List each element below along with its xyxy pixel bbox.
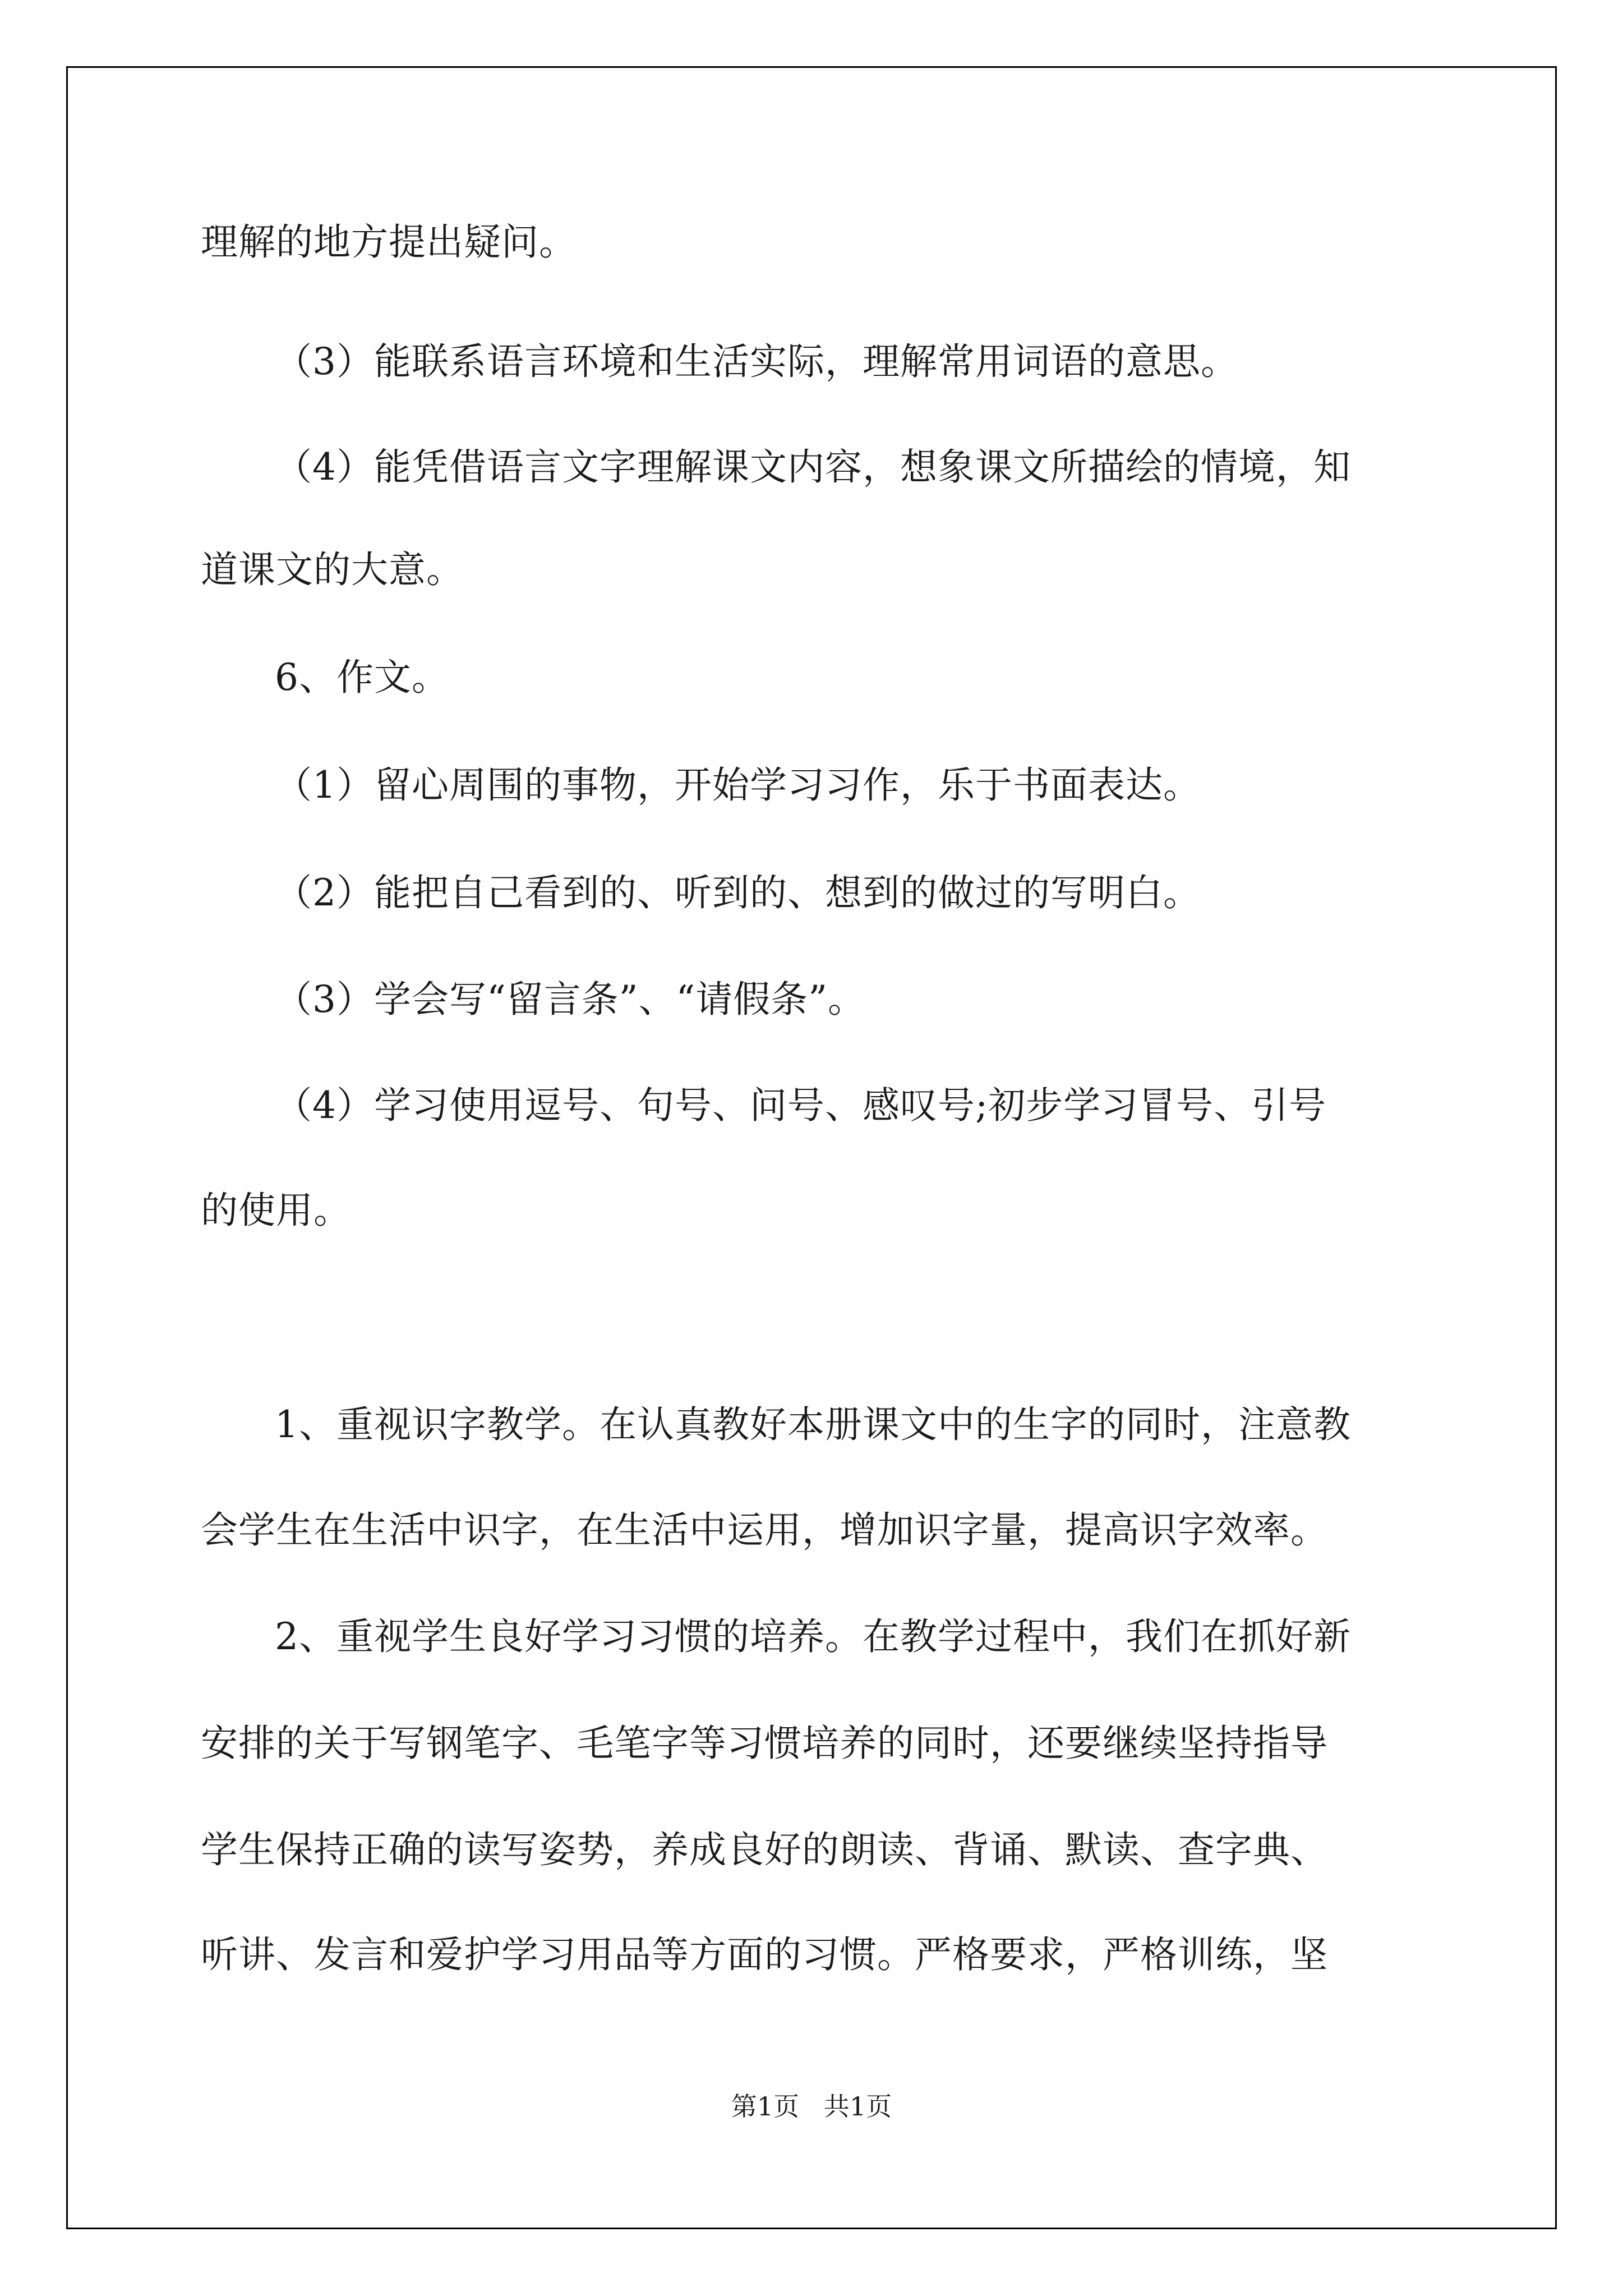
text-line-8: （3）学会写“留言条”、“请假条”。 [275, 978, 865, 1021]
page-border [66, 66, 1557, 2229]
text-line-6: （1）留心周围的事物，开始学习习作，乐于书面表达。 [275, 763, 1201, 807]
text-line-5: 6、作文。 [275, 656, 449, 699]
text-line-2: （3）能联系语言环境和生活实际，理解常用词语的意思。 [275, 340, 1238, 383]
text-line-14: 安排的关于写钢笔字、毛笔字等习惯培养的同时，还要继续坚持指导 [201, 1722, 1328, 1765]
text-line-16: 听讲、发言和爱护学习用品等方面的习惯。严格要求，严格训练，坚 [201, 1933, 1328, 1976]
text-line-4: 道课文的大意。 [201, 548, 464, 591]
text-line-13: 2、重视学生良好学习习惯的培养。在教学过程中，我们在抓好新 [275, 1615, 1351, 1658]
text-line-12: 会学生在生活中识字，在生活中运用，增加识字量，提高识字效率。 [201, 1508, 1328, 1552]
text-line-9: （4）学习使用逗号、句号、问号、感叹号;初步学习冒号、引号 [275, 1084, 1327, 1127]
text-line-7: （2）能把自己看到的、听到的、想到的做过的写明白。 [275, 871, 1201, 914]
text-line-10: 的使用。 [201, 1189, 351, 1232]
text-line-3: （4）能凭借语言文字理解课文内容，想象课文所描绘的情境，知 [275, 445, 1351, 489]
text-line-11: 1、重视识字教学。在认真教好本册课文中的生字的同时，注意教 [275, 1403, 1351, 1446]
text-line-1: 理解的地方提出疑问。 [201, 220, 577, 264]
page-footer: 第1页 共1页 [731, 2091, 892, 2122]
text-line-15: 学生保持正确的读写姿势，养成良好的朗读、背诵、默读、查字典、 [201, 1828, 1328, 1871]
